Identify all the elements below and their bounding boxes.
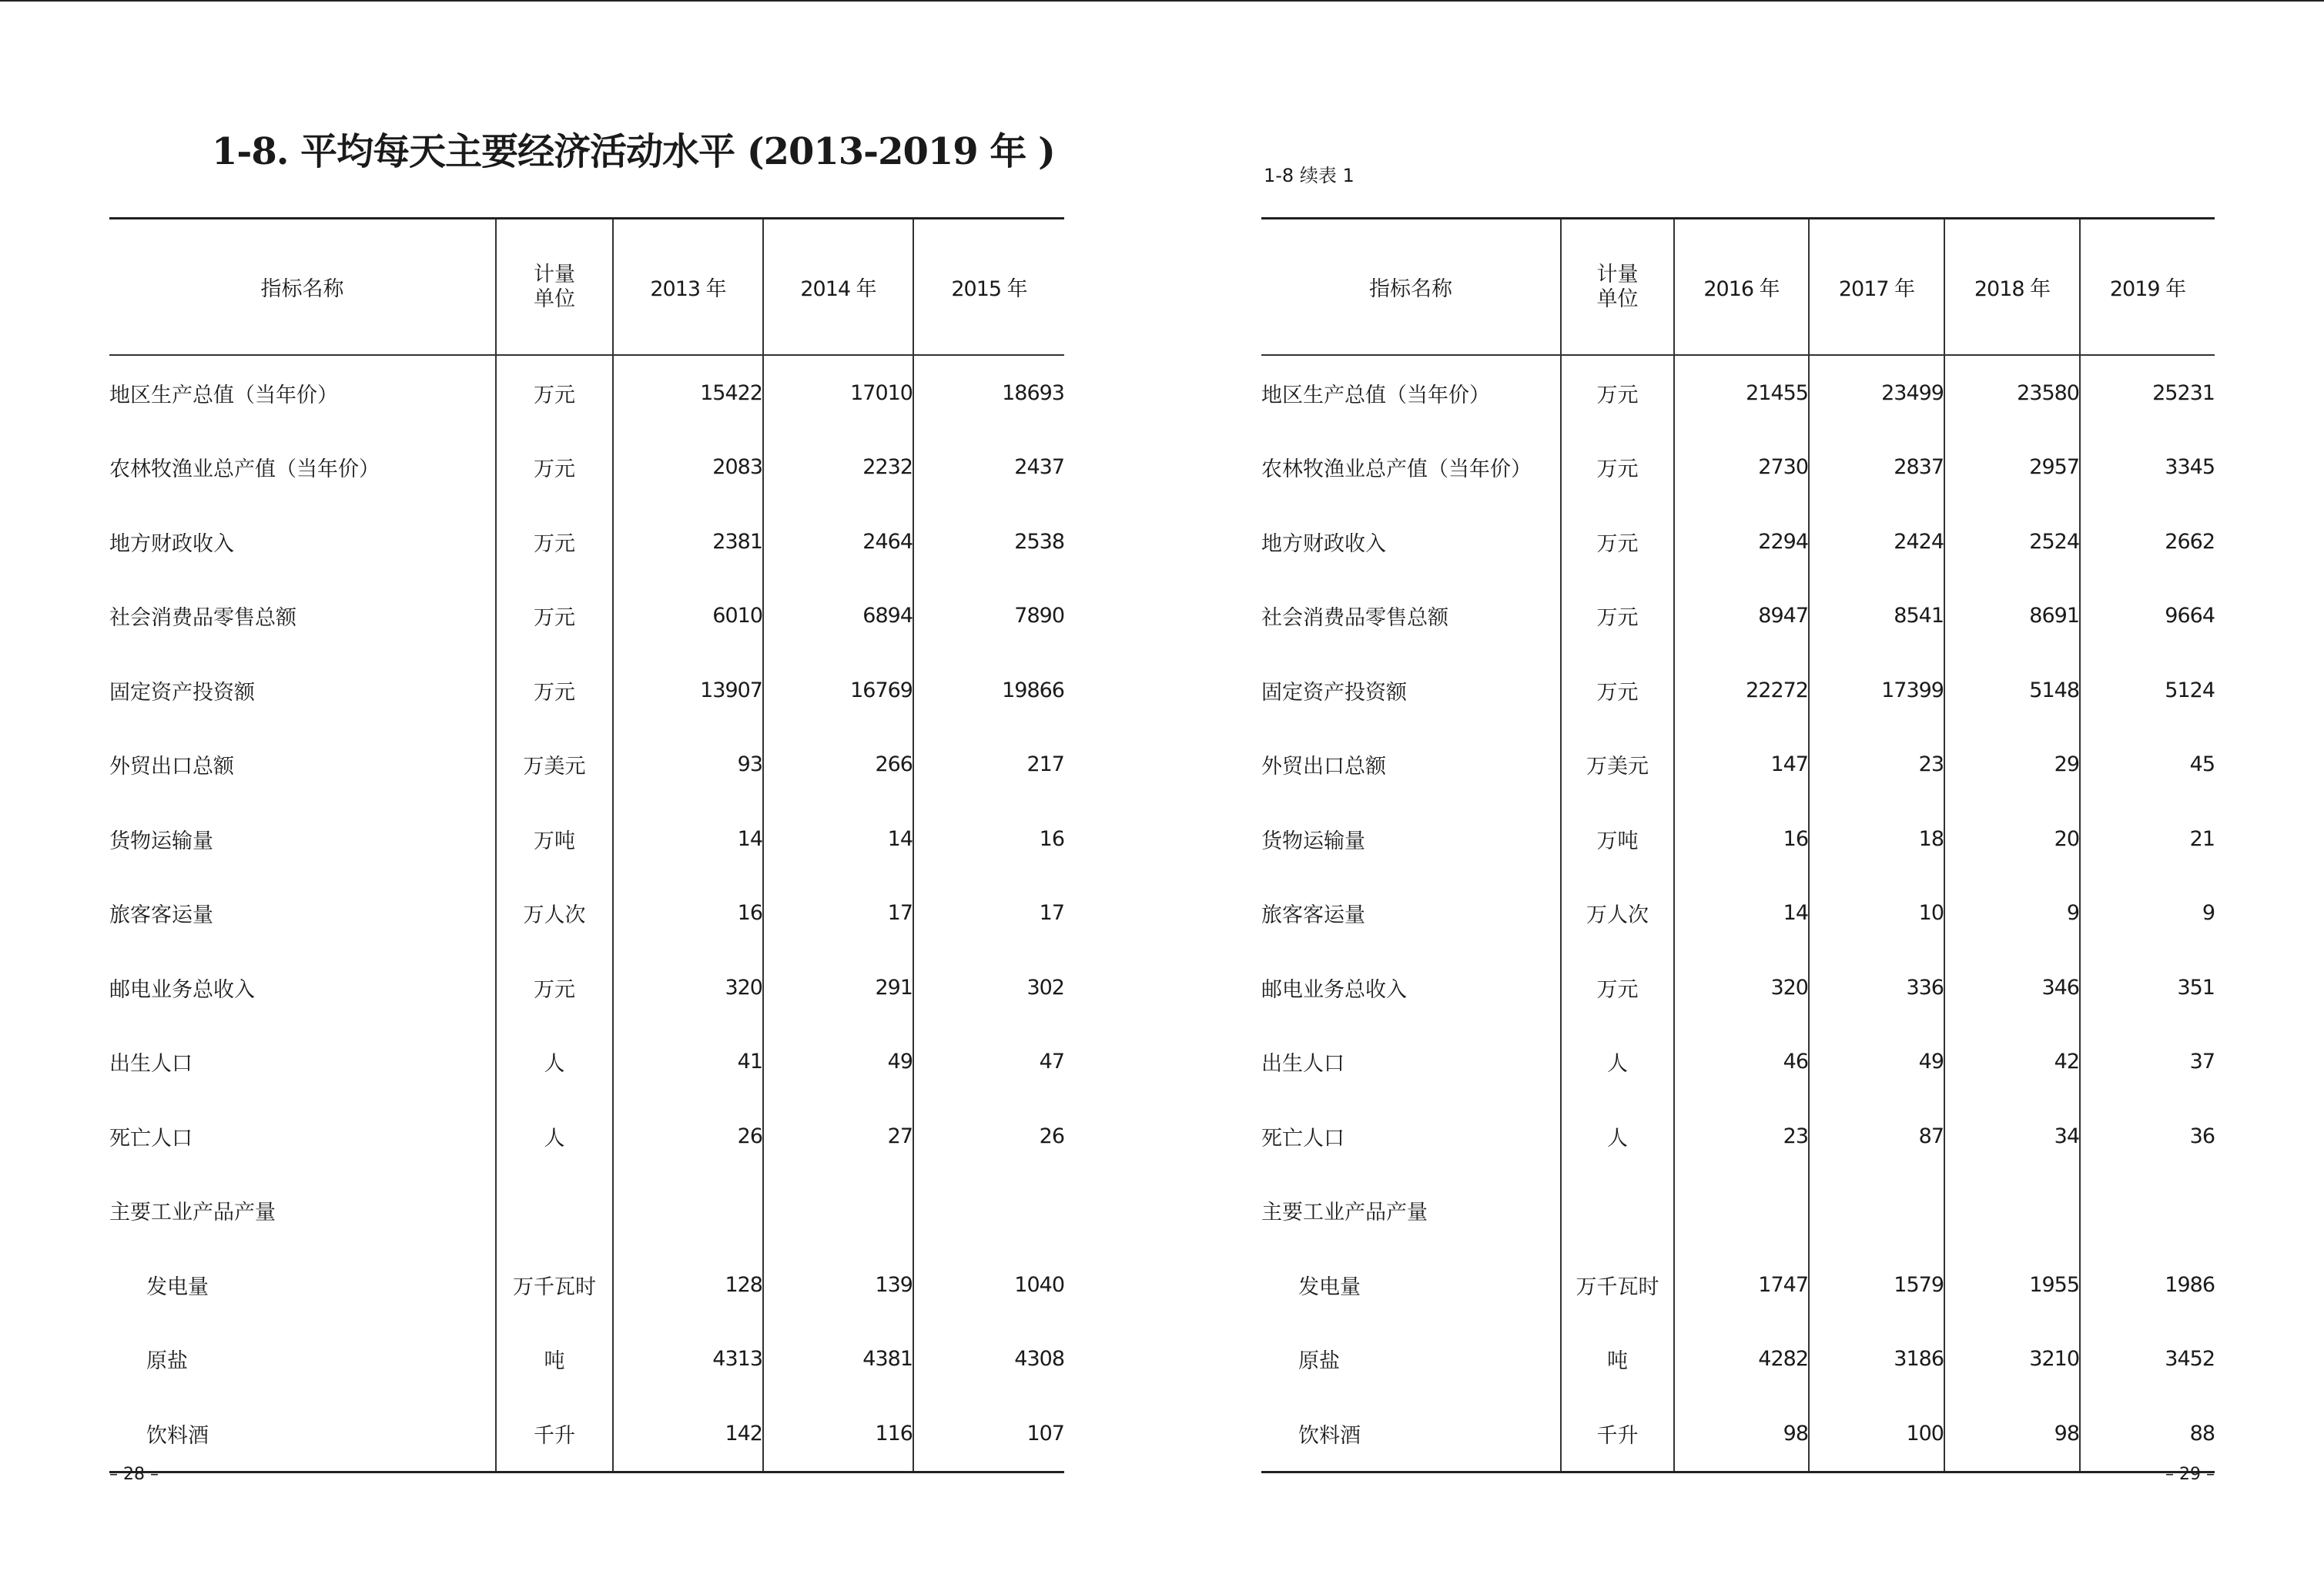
value-cell: 14 [1674, 876, 1809, 951]
unit-header-line1: 计量 [1596, 262, 1639, 286]
indicator-name: 外贸出口总额 [109, 755, 234, 779]
indicator-name: 死亡人口 [1261, 1126, 1345, 1151]
year-header: 2014 年 [763, 219, 913, 356]
year-header: 2018 年 [1944, 219, 2080, 356]
value-cell: 8691 [1944, 579, 2080, 654]
unit-cell: 万元 [1561, 653, 1674, 728]
value-cell: 2662 [2080, 504, 2215, 579]
unit-header-line2: 单位 [1596, 286, 1639, 311]
unit-cell: 万元 [496, 504, 613, 579]
value-cell: 351 [2080, 950, 2215, 1025]
indicator-name: 地区生产总值（当年价） [1261, 383, 1490, 407]
year-header: 2019 年 [2080, 219, 2215, 356]
value-cell: 29 [1944, 728, 2080, 802]
unit-cell: 千升 [1561, 1396, 1674, 1472]
value-cell: 10 [1809, 876, 1944, 951]
unit-header-line1: 计量 [534, 262, 575, 286]
unit-cell: 万吨 [1561, 802, 1674, 876]
value-cell: 47 [913, 1025, 1064, 1100]
indicator-name: 外贸出口总额 [1261, 755, 1386, 779]
indicator-name: 地方财政收入 [109, 531, 234, 556]
table-row [109, 802, 1064, 876]
page-number-right: – 29 – [2165, 1465, 2215, 1484]
value-cell: 346 [1944, 950, 2080, 1025]
indicator-name: 农林牧渔业总产值（当年价） [1261, 457, 1532, 482]
table-row [1261, 728, 2215, 802]
indicator-name: 死亡人口 [109, 1126, 193, 1151]
value-cell: 23 [1674, 1099, 1809, 1174]
value-cell: 49 [763, 1025, 913, 1100]
table-row [109, 653, 1064, 728]
table-row [1261, 876, 2215, 951]
value-cell: 26 [913, 1099, 1064, 1174]
indicator-name: 固定资产投资额 [109, 680, 255, 705]
value-cell: 4282 [1674, 1322, 1809, 1397]
value-cell: 8947 [1674, 579, 1809, 654]
value-cell: 107 [913, 1396, 1064, 1472]
table-row [1261, 950, 2215, 1025]
value-cell [1809, 1174, 1944, 1248]
value-cell: 6010 [613, 579, 763, 654]
value-cell: 9664 [2080, 579, 2215, 654]
indicator-name: 饮料酒 [146, 1423, 209, 1448]
indicator-name: 社会消费品零售总额 [109, 606, 296, 631]
continuation-label: 1-8 续表 1 [1264, 165, 1355, 186]
value-cell: 2730 [1674, 431, 1809, 505]
unit-cell: 万元 [1561, 355, 1674, 431]
indicator-name: 货物运输量 [1261, 829, 1365, 853]
value-cell: 6894 [763, 579, 913, 654]
table-row [1261, 802, 2215, 876]
indicator-name: 主要工业产品产量 [109, 1201, 276, 1225]
value-cell: 87 [1809, 1099, 1944, 1174]
value-cell: 18693 [913, 355, 1064, 431]
value-cell: 266 [763, 728, 913, 802]
value-cell: 46 [1674, 1025, 1809, 1100]
table-row [1261, 431, 2215, 505]
value-cell: 45 [2080, 728, 2215, 802]
table-row [1261, 1396, 2215, 1472]
value-cell: 2538 [913, 504, 1064, 579]
value-cell: 1986 [2080, 1248, 2215, 1322]
unit-cell: 万元 [1561, 579, 1674, 654]
value-cell: 2464 [763, 504, 913, 579]
indicator-name: 主要工业产品产量 [1261, 1201, 1428, 1225]
value-cell: 98 [1674, 1396, 1809, 1472]
value-cell: 128 [613, 1248, 763, 1322]
indicator-name: 发电量 [146, 1275, 209, 1299]
indicator-name: 固定资产投资额 [1261, 680, 1407, 705]
indicator-header: 指标名称 [109, 219, 496, 356]
indicator-name: 出生人口 [109, 1052, 193, 1077]
unit-cell: 人 [496, 1099, 613, 1174]
value-cell: 88 [2080, 1396, 2215, 1472]
value-cell: 3452 [2080, 1322, 2215, 1397]
table-row [1261, 579, 2215, 654]
value-cell: 21 [2080, 802, 2215, 876]
table-row [109, 950, 1064, 1025]
table-row [1261, 355, 2215, 431]
value-cell: 116 [763, 1396, 913, 1472]
value-cell: 3345 [2080, 431, 2215, 505]
value-cell: 17 [913, 876, 1064, 951]
year-header: 2015 年 [913, 219, 1064, 356]
table-row [1261, 1099, 2215, 1174]
value-cell: 42 [1944, 1025, 2080, 1100]
value-cell [1674, 1174, 1809, 1248]
unit-cell: 万美元 [1561, 728, 1674, 802]
value-cell: 4381 [763, 1322, 913, 1397]
value-cell: 2232 [763, 431, 913, 505]
year-header: 2017 年 [1809, 219, 1944, 356]
table-row [1261, 653, 2215, 728]
value-cell: 2083 [613, 431, 763, 505]
value-cell: 23 [1809, 728, 1944, 802]
table-row [109, 1174, 1064, 1248]
indicator-name: 社会消费品零售总额 [1261, 606, 1448, 631]
table-row [109, 1025, 1064, 1100]
unit-cell: 万元 [496, 431, 613, 505]
value-cell: 37 [2080, 1025, 2215, 1100]
top-border-line [0, 0, 2324, 2]
value-cell: 14 [613, 802, 763, 876]
value-cell: 2837 [1809, 431, 1944, 505]
indicator-name: 货物运输量 [109, 829, 213, 853]
value-cell: 2294 [1674, 504, 1809, 579]
value-cell: 23499 [1809, 355, 1944, 431]
left-statistics-table [109, 217, 1064, 1473]
table-row [109, 1396, 1064, 1472]
unit-cell: 万元 [1561, 950, 1674, 1025]
unit-cell: 万千瓦时 [496, 1248, 613, 1322]
value-cell: 320 [1674, 950, 1809, 1025]
right-statistics-table [1261, 217, 2215, 1473]
value-cell: 36 [2080, 1099, 2215, 1174]
unit-cell: 万元 [496, 355, 613, 431]
unit-cell: 万人次 [1561, 876, 1674, 951]
table-row [109, 504, 1064, 579]
value-cell: 49 [1809, 1025, 1944, 1100]
value-cell: 320 [613, 950, 763, 1025]
indicator-name: 出生人口 [1261, 1052, 1345, 1077]
indicator-name: 邮电业务总收入 [109, 977, 255, 1002]
table-row [109, 1099, 1064, 1174]
value-cell: 217 [913, 728, 1064, 802]
value-cell: 22272 [1674, 653, 1809, 728]
value-cell: 17010 [763, 355, 913, 431]
value-cell: 27 [763, 1099, 913, 1174]
indicator-name: 旅客客运量 [109, 903, 213, 928]
page-title: 1-8. 平均每天主要经济活动水平 (2013-2019 年 ) [212, 130, 1055, 173]
value-cell: 1747 [1674, 1248, 1809, 1322]
indicator-name: 农林牧渔业总产值（当年价） [109, 457, 380, 482]
value-cell: 336 [1809, 950, 1944, 1025]
value-cell: 2437 [913, 431, 1064, 505]
value-cell: 142 [613, 1396, 763, 1472]
value-cell [913, 1174, 1064, 1248]
unit-cell: 万千瓦时 [1561, 1248, 1674, 1322]
unit-cell [1561, 1174, 1674, 1248]
value-cell: 19866 [913, 653, 1064, 728]
value-cell: 16 [1674, 802, 1809, 876]
unit-cell: 吨 [1561, 1322, 1674, 1397]
value-cell: 7890 [913, 579, 1064, 654]
value-cell: 3210 [1944, 1322, 2080, 1397]
value-cell: 8541 [1809, 579, 1944, 654]
table-row [109, 876, 1064, 951]
table-row [109, 728, 1064, 802]
value-cell: 16769 [763, 653, 913, 728]
value-cell: 5124 [2080, 653, 2215, 728]
indicator-name: 发电量 [1298, 1275, 1361, 1299]
indicator-name: 原盐 [146, 1349, 188, 1374]
table-header-row [109, 219, 1064, 356]
unit-cell: 万吨 [496, 802, 613, 876]
value-cell: 5148 [1944, 653, 2080, 728]
value-cell: 291 [763, 950, 913, 1025]
year-header: 2013 年 [613, 219, 763, 356]
value-cell: 98 [1944, 1396, 2080, 1472]
indicator-name: 旅客客运量 [1261, 903, 1365, 928]
value-cell: 302 [913, 950, 1064, 1025]
unit-cell: 吨 [496, 1322, 613, 1397]
value-cell [2080, 1174, 2215, 1248]
unit-cell: 人 [1561, 1099, 1674, 1174]
value-cell: 3186 [1809, 1322, 1944, 1397]
value-cell: 2957 [1944, 431, 2080, 505]
unit-header [1561, 219, 1674, 356]
unit-cell: 万人次 [496, 876, 613, 951]
unit-cell: 万元 [496, 653, 613, 728]
unit-header [496, 219, 613, 356]
indicator-name: 地区生产总值（当年价） [109, 383, 338, 407]
value-cell: 1955 [1944, 1248, 2080, 1322]
unit-cell: 万元 [1561, 504, 1674, 579]
year-header: 2016 年 [1674, 219, 1809, 356]
indicator-name: 地方财政收入 [1261, 531, 1386, 556]
table-row [1261, 1248, 2215, 1322]
value-cell: 25231 [2080, 355, 2215, 431]
table-row [109, 1322, 1064, 1397]
value-cell: 9 [1944, 876, 2080, 951]
value-cell: 1579 [1809, 1248, 1944, 1322]
unit-header-line2: 单位 [534, 286, 575, 311]
table-row [1261, 504, 2215, 579]
value-cell: 23580 [1944, 355, 2080, 431]
unit-cell [496, 1174, 613, 1248]
indicator-name: 原盐 [1298, 1349, 1340, 1374]
value-cell [763, 1174, 913, 1248]
indicator-name: 邮电业务总收入 [1261, 977, 1407, 1002]
page-number-left: – 28 – [109, 1465, 159, 1484]
unit-cell: 万元 [1561, 431, 1674, 505]
value-cell: 26 [613, 1099, 763, 1174]
value-cell: 15422 [613, 355, 763, 431]
unit-cell: 万元 [496, 579, 613, 654]
value-cell: 4313 [613, 1322, 763, 1397]
table-row [109, 1248, 1064, 1322]
unit-cell: 千升 [496, 1396, 613, 1472]
unit-cell: 人 [1561, 1025, 1674, 1100]
value-cell: 2524 [1944, 504, 2080, 579]
table-row [109, 579, 1064, 654]
value-cell: 21455 [1674, 355, 1809, 431]
value-cell: 9 [2080, 876, 2215, 951]
table-row [1261, 1025, 2215, 1100]
value-cell [613, 1174, 763, 1248]
value-cell: 17399 [1809, 653, 1944, 728]
indicator-name: 饮料酒 [1298, 1423, 1361, 1448]
value-cell: 17 [763, 876, 913, 951]
value-cell: 2424 [1809, 504, 1944, 579]
table-row [1261, 1174, 2215, 1248]
unit-cell: 万元 [496, 950, 613, 1025]
value-cell: 139 [763, 1248, 913, 1322]
indicator-header: 指标名称 [1261, 219, 1561, 356]
table-row [1261, 1322, 2215, 1397]
value-cell: 20 [1944, 802, 2080, 876]
value-cell: 13907 [613, 653, 763, 728]
unit-cell: 人 [496, 1025, 613, 1100]
unit-cell: 万美元 [496, 728, 613, 802]
value-cell: 1040 [913, 1248, 1064, 1322]
table-row [109, 431, 1064, 505]
value-cell: 147 [1674, 728, 1809, 802]
value-cell: 2381 [613, 504, 763, 579]
table-row [109, 355, 1064, 431]
value-cell: 34 [1944, 1099, 2080, 1174]
table-header-row [1261, 219, 2215, 356]
value-cell: 14 [763, 802, 913, 876]
value-cell: 4308 [913, 1322, 1064, 1397]
value-cell: 16 [913, 802, 1064, 876]
value-cell: 100 [1809, 1396, 1944, 1472]
value-cell: 16 [613, 876, 763, 951]
value-cell: 41 [613, 1025, 763, 1100]
value-cell: 93 [613, 728, 763, 802]
value-cell [1944, 1174, 2080, 1248]
value-cell: 18 [1809, 802, 1944, 876]
